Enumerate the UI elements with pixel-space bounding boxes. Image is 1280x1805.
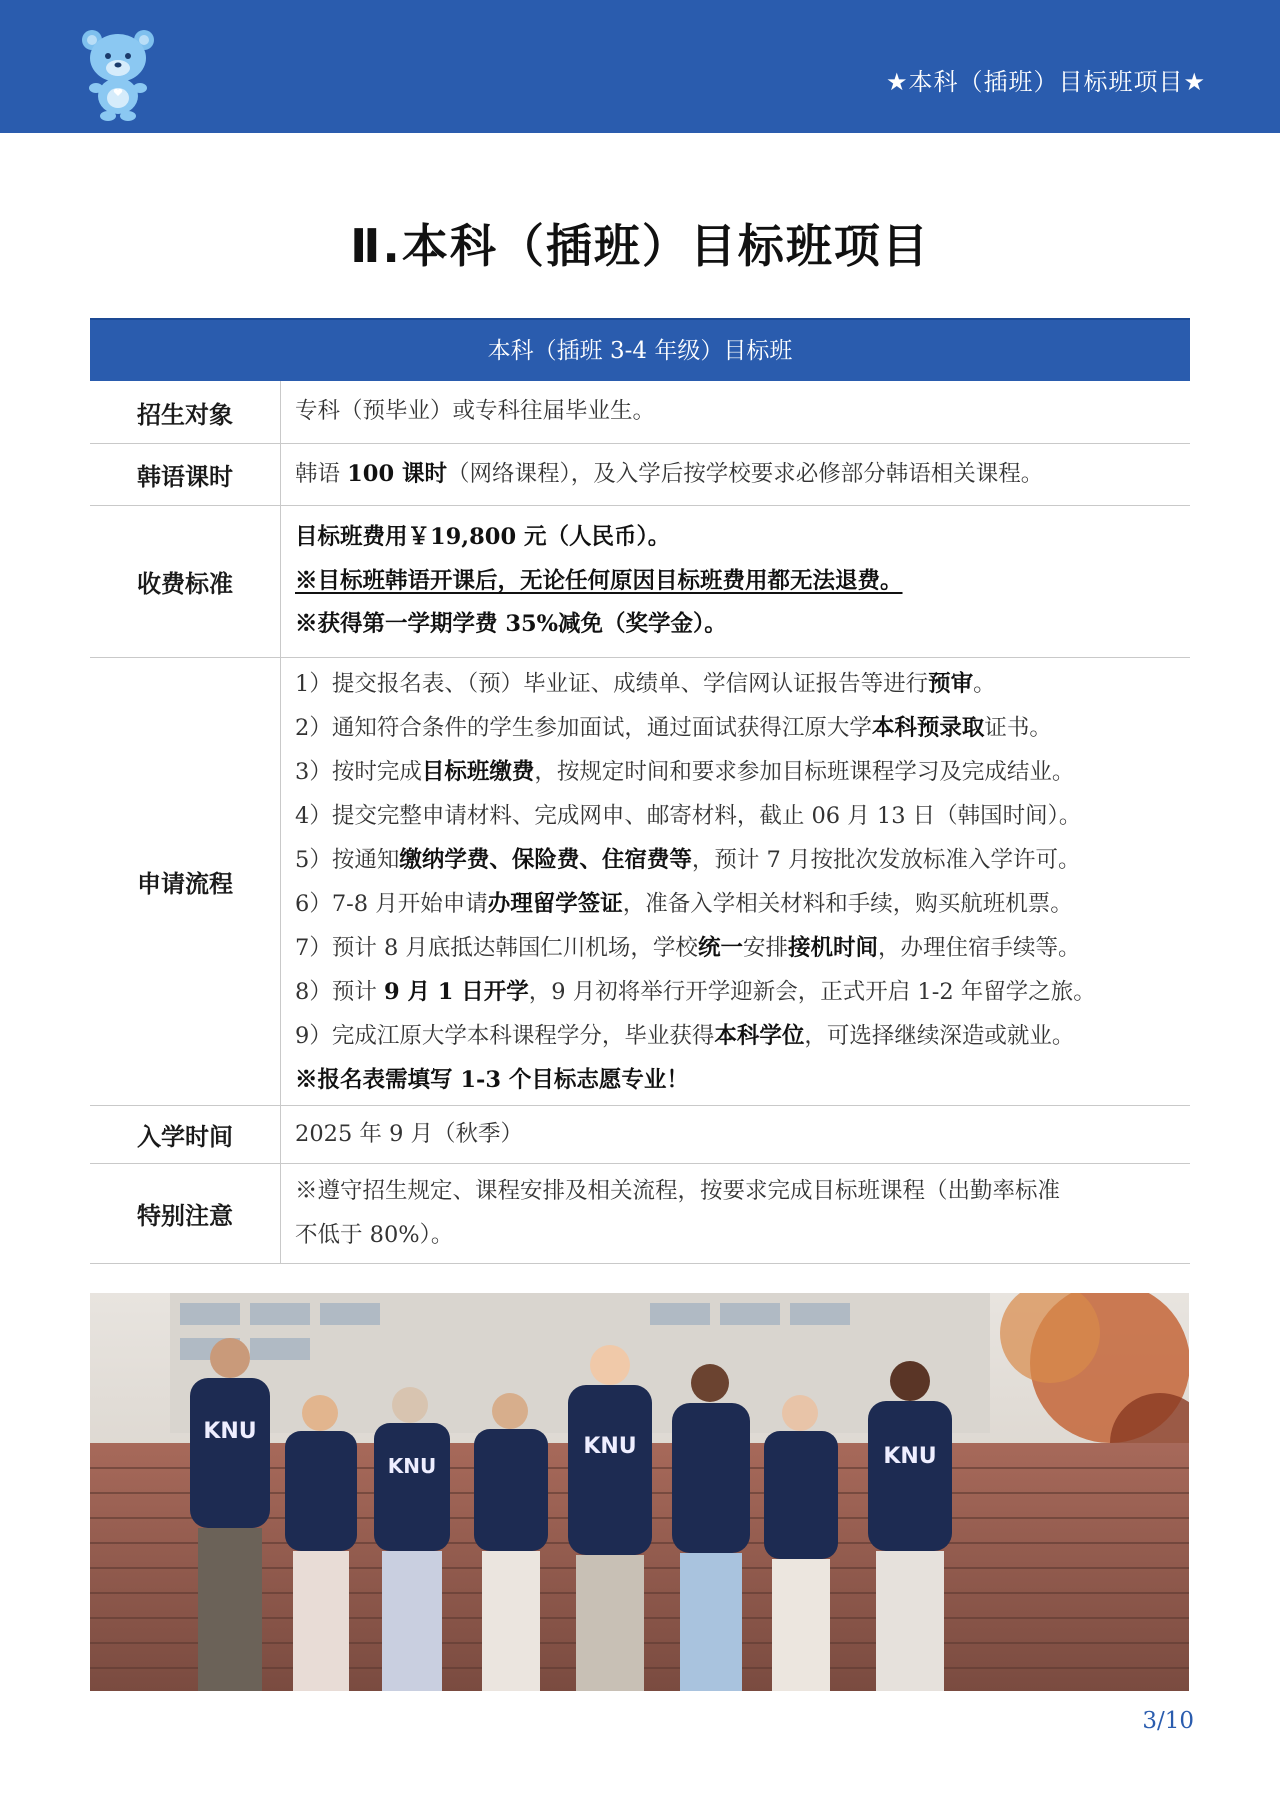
page-title: Ⅱ.本科（插班）目标班项目	[350, 219, 930, 273]
header-bar	[0, 0, 1280, 133]
svg-text:KNU: KNU	[883, 1444, 937, 1469]
svg-text:KNU: KNU	[387, 1454, 437, 1478]
program-info-table	[90, 318, 1190, 1264]
row-content	[281, 1106, 1190, 1163]
row-text: 不低于 80%）。	[295, 1221, 454, 1248]
row-label: 特别注意	[90, 1164, 281, 1263]
process-step: 1）提交报名表、（预）毕业证、成绩单、学信网认证报告等进行预审。	[295, 670, 996, 697]
bear-mascot-logo	[78, 26, 158, 122]
row-text: 韩语 100 课时（网络课程），及入学后按学校要求必修部分韩语相关课程。	[295, 460, 1044, 487]
row-label: 韩语课时	[90, 444, 281, 505]
students-group-photo	[90, 1293, 1189, 1691]
process-note: ※报名表需填写 1-3 个目标志愿专业！	[295, 1066, 689, 1093]
svg-text:KNU: KNU	[203, 1419, 257, 1444]
process-step: 3）按时完成目标班缴费，按规定时间和要求参加目标班课程学习及完成结业。	[295, 758, 1075, 785]
process-step: 5）按通知缴纳学费、保险费、住宿费等，预计 7 月按批次发放标准入学许可。	[295, 846, 1081, 873]
row-content	[281, 506, 1190, 657]
row-text: 专科（预毕业）或专科往届毕业生。	[295, 398, 656, 425]
row-label: 申请流程	[90, 658, 281, 1105]
row-label: 收费标准	[90, 506, 281, 657]
process-step: 8）预计 9 月 1 日开学，9 月初将举行开学迎新会，正式开启 1-2 年留学之旅。	[295, 978, 1096, 1005]
table-row-process	[90, 658, 1190, 1106]
svg-text:KNU: KNU	[583, 1434, 637, 1459]
process-step: 6）7-8 月开始申请办理留学签证，准备入学相关材料和手续，购买航班机票。	[295, 890, 1073, 917]
fee-amount: 目标班费用￥19,800 元（人民币）。	[295, 524, 671, 551]
row-content	[281, 381, 1190, 443]
row-content	[281, 444, 1190, 505]
header-title: ★本科（插班）目标班项目★	[885, 68, 1206, 96]
refund-note: ※目标班韩语开课后，无论任何原因目标班费用都无法退费。	[295, 567, 903, 594]
scholarship-note: ※获得第一学期学费 35%减免（奖学金）。	[295, 611, 727, 638]
table-row-fee	[90, 506, 1190, 658]
row-content	[281, 1164, 1190, 1263]
row-text: 2025 年 9 月（秋季）	[295, 1120, 524, 1147]
table-row-korean	[90, 444, 1190, 506]
table-row-target	[90, 381, 1190, 444]
process-step: 7）预计 8 月底抵达韩国仁川机场，学校统一安排接机时间，办理住宿手续等。	[295, 934, 1081, 961]
page-number: 3/10	[1142, 1708, 1194, 1734]
process-step: 4）提交完整申请材料、完成网申、邮寄材料，截止 06 月 13 日（韩国时间）。	[295, 802, 1082, 829]
row-label: 招生对象	[90, 381, 281, 443]
row-text: ※遵守招生规定、课程安排及相关流程，按要求完成目标班课程（出勤率标准	[295, 1177, 1061, 1204]
table-title: 本科（插班 3-4 年级）目标班	[90, 318, 1190, 381]
process-step: 2）通知符合条件的学生参加面试，通过面试获得江原大学本科预录取证书。	[295, 714, 1052, 741]
process-step: 9）完成江原大学本科课程学分，毕业获得本科学位，可选择继续深造或就业。	[295, 1022, 1075, 1049]
row-content	[281, 658, 1190, 1105]
table-row-notice	[90, 1164, 1190, 1264]
table-row-enroll	[90, 1106, 1190, 1164]
row-label: 入学时间	[90, 1106, 281, 1163]
